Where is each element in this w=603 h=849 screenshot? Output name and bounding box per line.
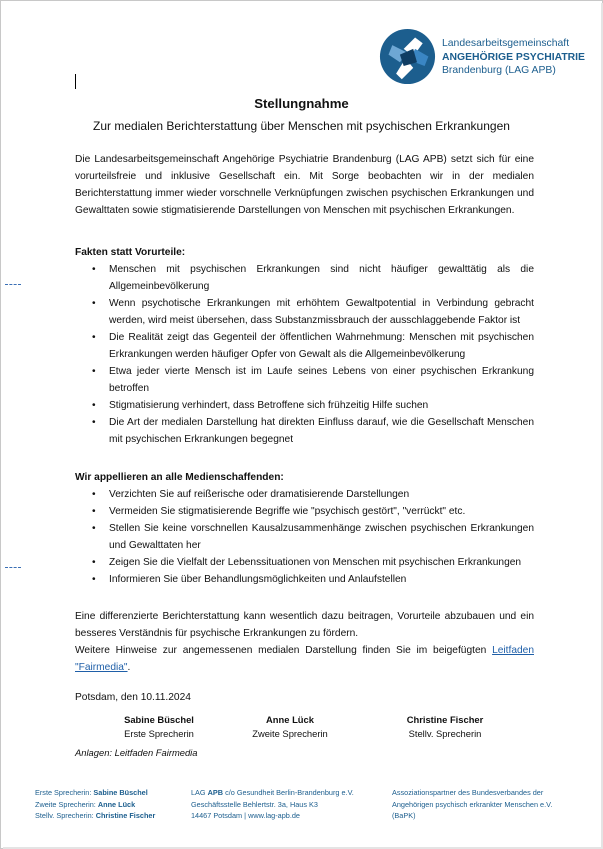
hint-end: .	[127, 662, 131, 673]
holding-hands-logo-icon	[379, 28, 436, 85]
margin-marker	[5, 284, 21, 285]
list-item: • Informieren Sie über Behandlungsmöglichkeiten und Anlaufstellen	[92, 571, 534, 588]
footer-label: Erste Sprecherin:	[35, 788, 94, 797]
org-name	[442, 37, 585, 78]
footer-text: c/o Gesundheit Berlin-Brandenburg e.V.	[223, 788, 354, 797]
appeal-list	[92, 486, 534, 588]
signatory-role: Erste Sprecherin	[124, 728, 194, 739]
document-subtitle: Zur medialen Berichterstattung über Menschen mit psychischen Erkrankungen	[93, 119, 510, 133]
signatory-1	[94, 713, 224, 741]
footer-line: 14467 Potsdam | www.lag-apb.de	[191, 811, 300, 820]
facts-list	[92, 261, 534, 448]
signatory-3	[380, 713, 510, 741]
footer-name: Christine Fischer	[95, 811, 156, 820]
list-item: • Die Realität zeigt das Gegenteil der öffentlichen Wahrnehmung: Menschen mit psychischen Erkrankungen werden häufiger Opfer von Gewalt als die Allgemeinbevölkerung	[92, 329, 534, 363]
footer-label: Zweite Sprecherin:	[35, 799, 98, 809]
signatory-name: Sabine Büschel	[124, 714, 194, 725]
intro-paragraph: Die Landesarbeitsgemeinschaft Angehörige Psychiatrie Brandenburg (LAG APB) setzt sich für eine vorurteilsfreie und inklusive Gesellschaft ein. Mit Sorge beobachten wir in der medialen Berichterstattung immer wieder vorschnelle Verknüpfungen zwischen psychischen Erkrankungen und Gewalttaten sowie stigmatisierende Darstellungen von Menschen mit psychischen Erkrankungen.	[75, 154, 534, 216]
place-date: Potsdam, den 10.11.2024	[75, 692, 191, 703]
footer-line: Assoziationspartner des Bundesverbandes der	[392, 788, 544, 797]
footer-line	[191, 787, 354, 799]
list-item: • Menschen mit psychischen Erkrankungen sind nicht häufiger gewalttätig als die Allgemeinbevölkerung	[92, 261, 534, 295]
section1-heading: Fakten statt Vorurteile:	[75, 247, 186, 258]
section2-heading: Wir appellieren an alle Medienschaffenden:	[75, 472, 284, 483]
attachments-note: Anlagen: Leitfaden Fairmedia	[75, 747, 198, 758]
footer-line: (BaPK)	[392, 811, 416, 820]
margin-marker	[5, 567, 21, 568]
outro-text: Eine differenzierte Berichterstattung kann wesentlich dazu beitragen, Vorurteile abzubauen und ein besseres Verständnis für psychische Erkrankungen zu fördern.	[75, 611, 534, 639]
signatory-name: Christine Fischer	[406, 714, 484, 725]
document-title: Stellungnahme	[254, 96, 349, 111]
footer-speakers	[35, 787, 155, 822]
list-item: • Stigmatisierung verhindert, dass Betroffene sich frühzeitig Hilfe suchen	[92, 397, 534, 414]
list-item: • Etwa jeder vierte Mensch ist im Laufe seines Lebens von einer psychischen Erkrankung betroffen	[92, 363, 534, 397]
outro-paragraph	[75, 608, 534, 676]
footer-bold: APB	[207, 788, 224, 797]
signatory-2	[225, 713, 355, 741]
signatory-role: Zweite Sprecherin	[252, 728, 328, 739]
text-cursor	[75, 74, 76, 89]
fairmedia-link[interactable]: Leitfaden "Fairmedia"	[75, 645, 534, 673]
footer-line: Angehörigen psychisch erkrankter Menschen e.V.	[392, 799, 553, 809]
footer-line	[35, 810, 155, 822]
footer-name: Anne Lück	[97, 799, 136, 809]
list-item: • Zeigen Sie die Vielfalt der Lebenssituationen von Menschen mit psychischen Erkrankungen	[92, 554, 534, 571]
footer-line	[35, 799, 155, 811]
footer-line: Geschäftsstelle Behlertstr. 3a, Haus K3	[191, 799, 318, 809]
footer-name: Sabine Büschel	[93, 788, 148, 797]
signatory-role: Stellv. Sprecherin	[408, 728, 482, 739]
org-line3: Brandenburg (LAG APB)	[442, 65, 556, 76]
list-item: • Wenn psychotische Erkrankungen mit erhöhtem Gewaltpotential in Verbindung gebracht werden, wird meist übersehen, dass Substanzmissbrauch der ausschlaggebende Faktor ist	[92, 295, 534, 329]
footer-address	[191, 787, 354, 822]
footer-label: Stellv. Sprecherin:	[35, 811, 96, 820]
signatory-name: Anne Lück	[266, 714, 314, 725]
list-item: • Die Art der medialen Darstellung hat direkten Einfluss darauf, wie die Gesellschaft Menschen mit psychischen Erkrankungen begegnet	[92, 414, 534, 448]
org-line2: ANGEHÖRIGE PSYCHIATRIE	[442, 51, 585, 63]
list-item: • Stellen Sie keine vorschnellen Kausalzusammenhänge zwischen psychischen Erkrankungen und Gewalttaten her	[92, 520, 534, 554]
list-item: • Verzichten Sie auf reißerische oder dramatisierende Darstellungen	[92, 486, 534, 503]
list-item: • Vermeiden Sie stigmatisierende Begriffe wie "psychisch gestört", "verrückt" etc.	[92, 503, 534, 520]
footer-text: LAG	[191, 788, 208, 797]
footer-association	[392, 787, 552, 822]
org-line1: Landesarbeitsgemeinschaft	[442, 38, 570, 49]
footer-line	[35, 787, 155, 799]
hint-text	[75, 642, 534, 676]
hint-lead: Weitere Hinweise zur angemessenen medialen Darstellung finden Sie im beigefügten	[75, 645, 493, 656]
